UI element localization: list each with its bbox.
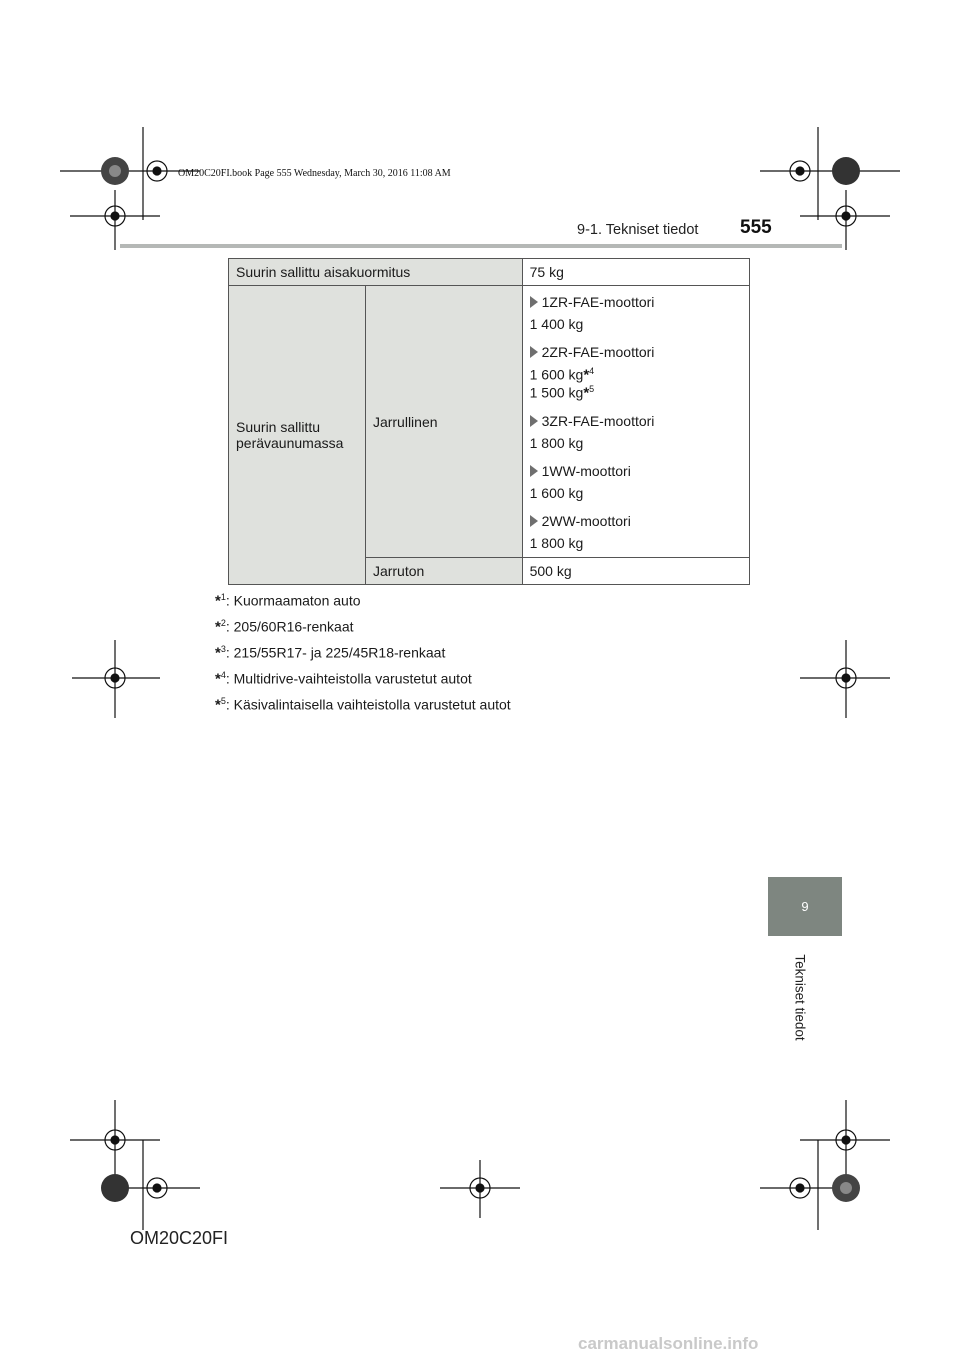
footnote: *$^2$: 205/60R16-renkaat: [215, 618, 354, 636]
bullet-triangle-icon: [530, 346, 538, 358]
crop-mark-icon: [72, 640, 160, 718]
table-cell-label: [229, 286, 366, 585]
engine-value: 1 500 kg*$^5$: [529, 383, 595, 402]
bullet-triangle-icon: [530, 415, 538, 427]
engine-name: 3ZR-FAE-moottori: [541, 413, 655, 430]
crop-mark-icon: [760, 127, 900, 220]
footnote: *$^4$: Multidrive-vaihteistolla varustetut autot: [215, 670, 472, 688]
engine-name: 2WW-moottori: [541, 513, 631, 530]
engine-name: 2ZR-FAE-moottori: [541, 344, 655, 360]
engine-value: 1 800 kg: [529, 535, 584, 552]
page-number: 555: [740, 217, 772, 238]
star-target-icon: [101, 1174, 129, 1202]
engine-value: 1 800 kg: [529, 435, 584, 452]
engine-item: [530, 344, 742, 360]
engine-item: [530, 513, 742, 529]
star-target-icon: [101, 157, 129, 185]
watermark: carmanualsonline.info: [578, 1334, 759, 1353]
engine-name: 1WW-moottori: [541, 463, 631, 480]
engine-value: 1 600 kg: [529, 485, 584, 502]
manual-code: OM20C20FI: [130, 1228, 229, 1248]
crop-mark-icon: [70, 190, 160, 250]
crop-mark-icon: [800, 1100, 890, 1180]
footnote: *$^3$: 215/55R17- ja 225/45R18-renkaat: [215, 644, 446, 662]
engine-item: [530, 294, 742, 310]
engine-item: [530, 413, 742, 429]
footnotes: [215, 592, 511, 722]
chapter-number: 9: [801, 899, 809, 914]
label-line: perävaunumassa: [236, 435, 344, 452]
table-cell-label: Suurin sallittu aisakuormitus: [229, 259, 523, 286]
chapter-tab: [768, 877, 842, 936]
engine-list: [522, 286, 749, 558]
engine-name: 1ZR-FAE-moottori: [541, 294, 655, 310]
label-line: Suurin sallittu: [236, 419, 321, 436]
spec-table: [228, 258, 750, 585]
crop-mark-icon: [800, 640, 890, 718]
bullet-triangle-icon: [530, 515, 538, 527]
crop-mark-icon: [440, 1160, 520, 1218]
chapter-tab-label: Tekniset tiedot: [792, 954, 808, 1041]
table-row: [229, 259, 750, 286]
engine-item: [530, 463, 742, 479]
table-cell-braked: Jarrullinen: [365, 286, 522, 558]
engine-value: 1 400 kg: [529, 316, 584, 332]
engine-value: 1 600 kg*$^4$: [529, 366, 595, 384]
footnote: *$^5$: Käsivalintaisella vaihteistolla varustetut autot: [215, 696, 511, 714]
bullet-triangle-icon: [530, 296, 538, 308]
star-target-icon: [832, 1174, 860, 1202]
bullet-triangle-icon: [530, 465, 538, 477]
table-cell-value: 500 kg: [522, 558, 749, 585]
table-row: [229, 286, 750, 558]
star-target-icon: [832, 157, 860, 185]
crop-mark-icon: [800, 190, 890, 250]
crop-mark-icon: [70, 1100, 160, 1180]
table-cell-value: 75 kg: [522, 259, 749, 286]
table-cell-unbraked: Jarruton: [365, 558, 522, 585]
footnote: *$^1$: Kuormaamaton auto: [215, 592, 361, 610]
header-rule: [120, 244, 842, 248]
section-title: 9-1. Tekniset tiedot: [577, 222, 699, 238]
print-info: OM20C20FI.book Page 555 Wednesday, March 30, 2016 11:08 AM: [178, 168, 451, 179]
